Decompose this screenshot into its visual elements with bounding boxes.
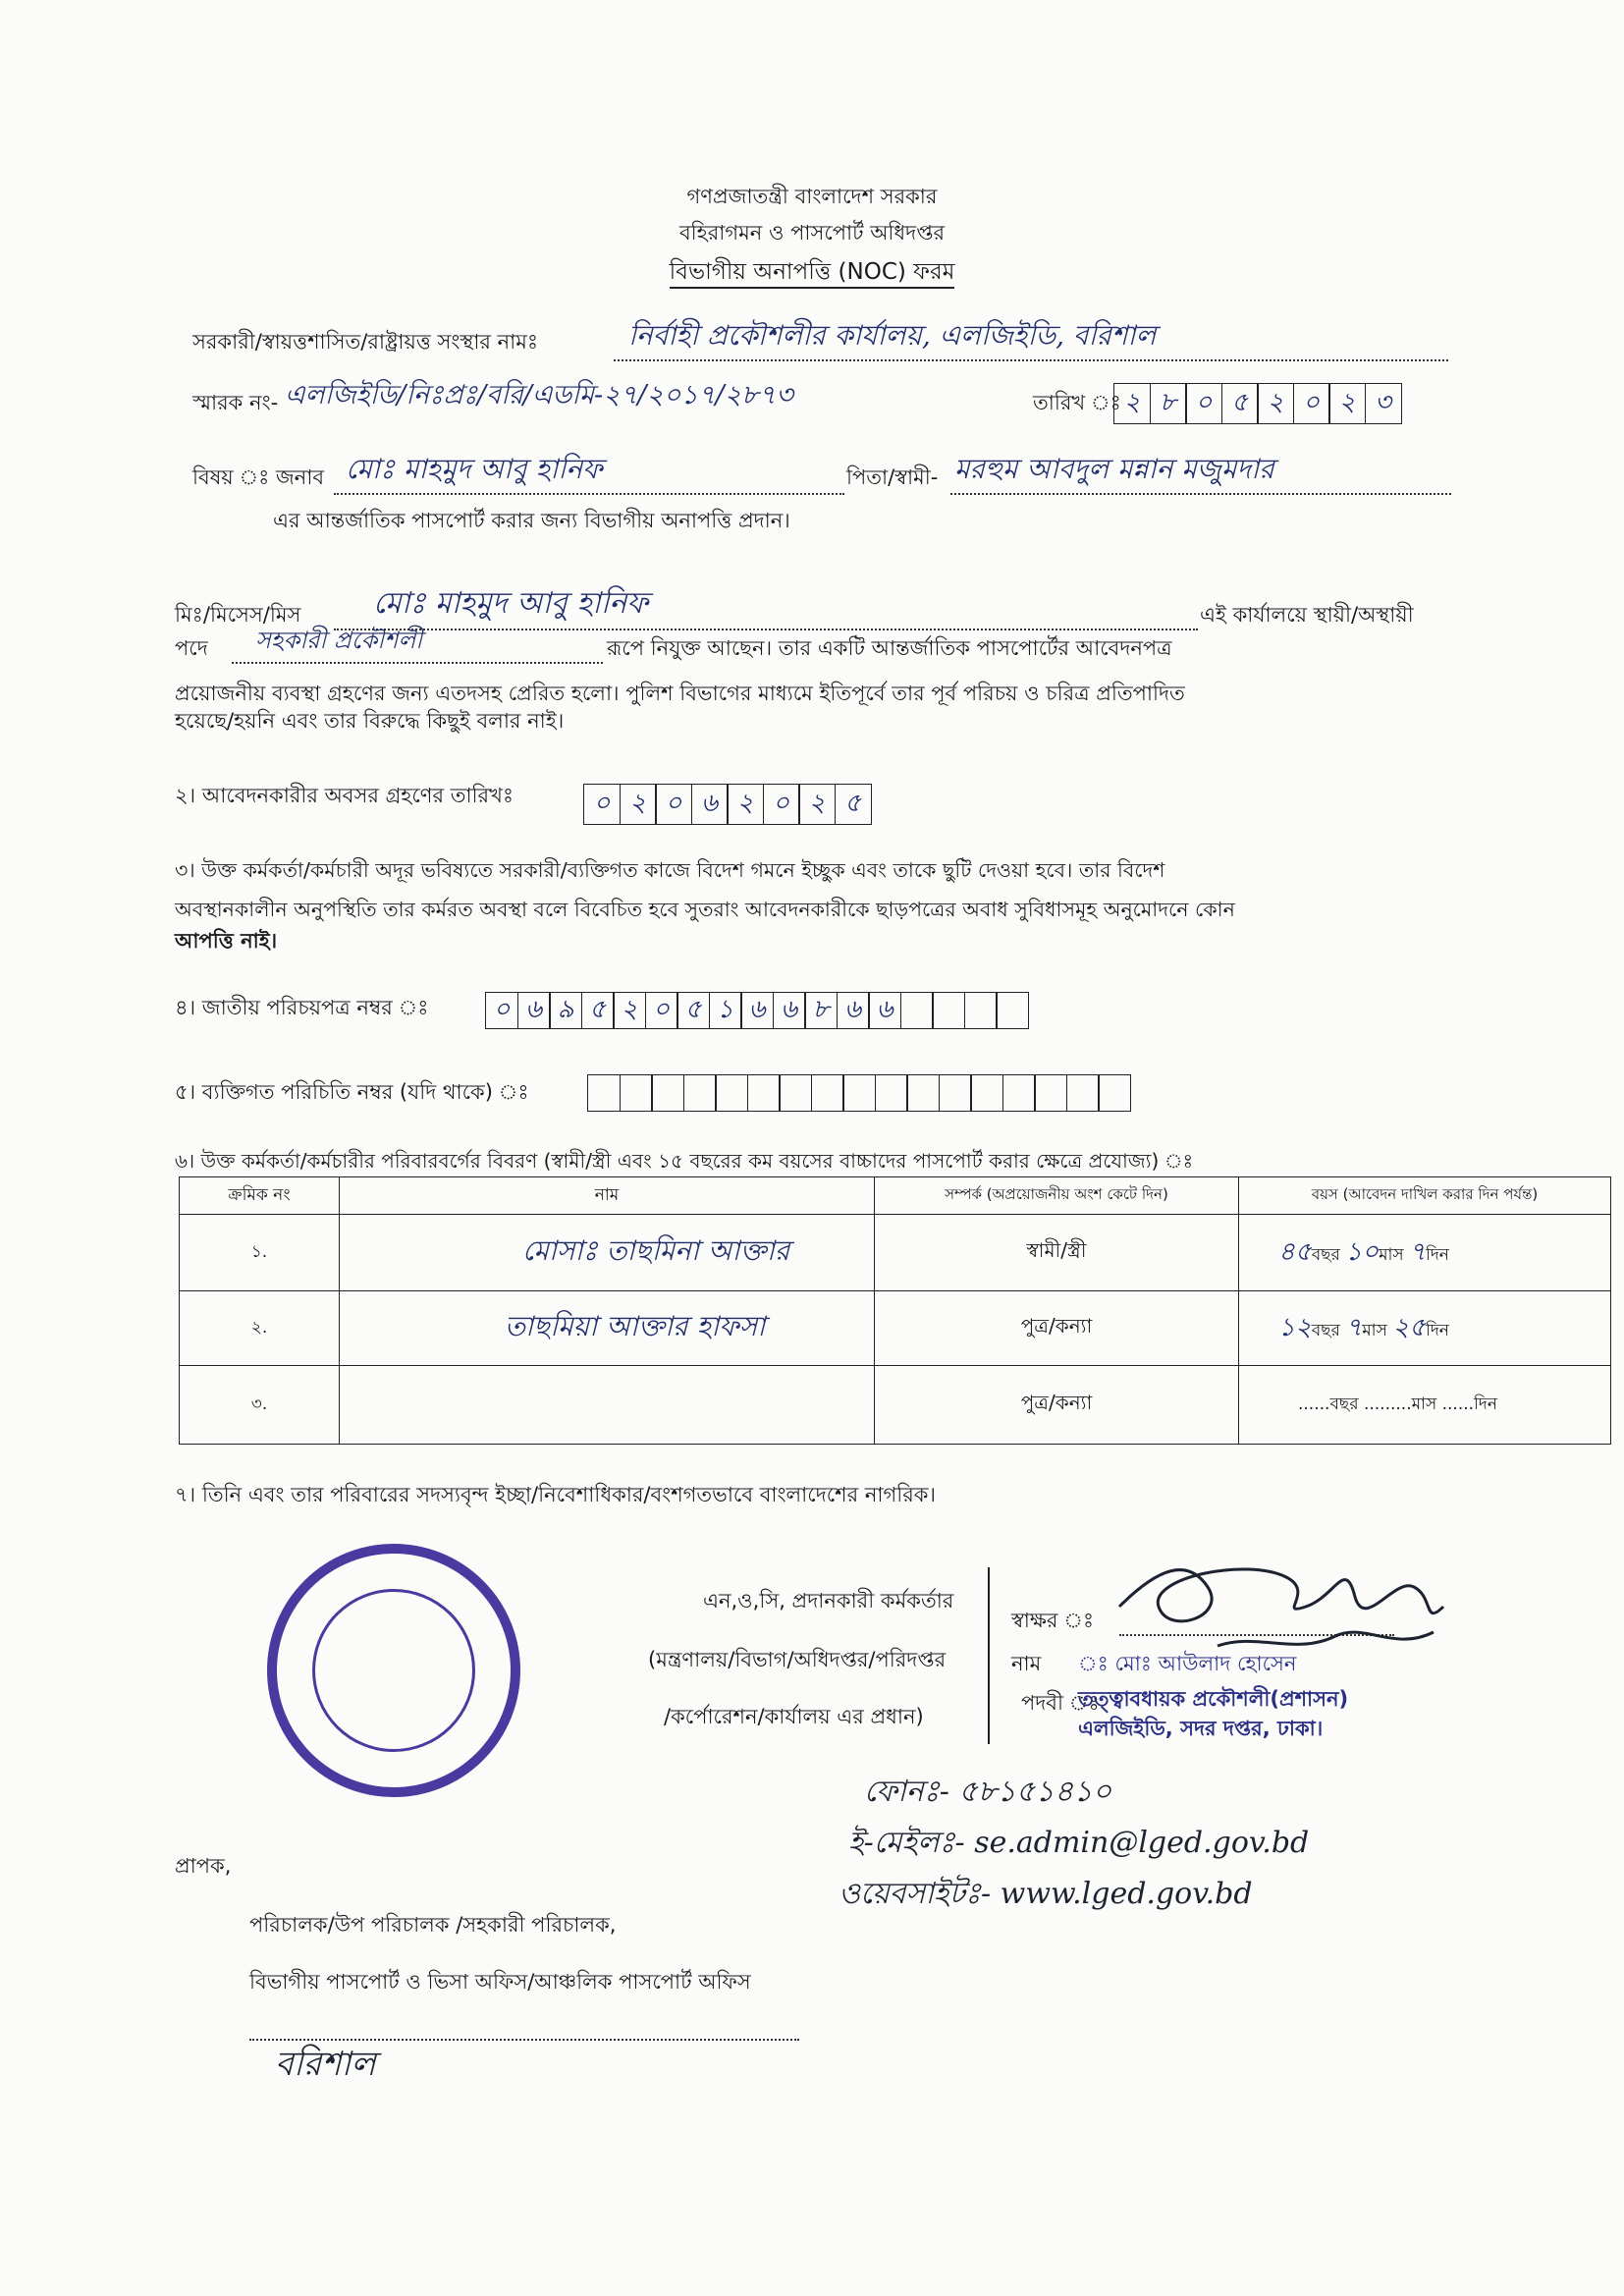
memo-date-boxes[interactable] — [1113, 383, 1400, 424]
day-word: দিন — [1474, 1394, 1498, 1414]
digit-box — [1066, 1074, 1100, 1112]
header-line-1: গণপ্রজাতন্ত্রী বাংলাদেশ সরকার — [686, 185, 938, 208]
digit-box: ৫ — [677, 992, 710, 1029]
digit-box: ৬ — [868, 992, 901, 1029]
digit-box: ২ — [613, 992, 646, 1029]
digit-box — [875, 1074, 908, 1112]
family-table — [179, 1176, 1611, 1445]
digit-box — [842, 1074, 876, 1112]
org-label: সরকারী/স্বায়ত্তশাসিত/রাষ্ট্রায়ত্ত সংস্থার নামঃ — [192, 330, 539, 354]
post-label: পদে — [175, 636, 208, 660]
row-age[interactable] — [1239, 1215, 1611, 1291]
row-relation: স্বামী/স্ত্রী — [875, 1215, 1239, 1291]
item3-line-1: ৩। উক্ত কর্মকর্তা/কর্মচারী অদূর ভবিষ্যতে সরকারী/ব্যক্তিগত কাজে বিদেশ গমনে ইচ্ছুক এবং তাকে ছুটি দেওয়া হবে। তার বিদেশ — [175, 858, 1165, 882]
digit-box: ০ — [763, 784, 800, 825]
digit-box: ০ — [1293, 383, 1330, 424]
digit-box: ৬ — [740, 992, 774, 1029]
body-line-2: রূপে নিযুক্ত আছেন। তার একটি আন্তর্জাতিক পাসপোর্টের আবেদনপত্র — [607, 636, 1172, 660]
issuer-divider — [988, 1567, 990, 1744]
year-word: বছর — [1311, 1244, 1340, 1265]
digit-box — [587, 1074, 621, 1112]
digit-box — [996, 992, 1029, 1029]
age-day: ...... — [1441, 1394, 1475, 1414]
digit-box — [779, 1074, 812, 1112]
digit-box: ০ — [583, 784, 621, 825]
digit-box: ৫ — [581, 992, 615, 1029]
salutation: মিঃ/মিসেস/মিস — [175, 603, 301, 627]
digit-box — [1002, 1074, 1036, 1112]
digit-box — [900, 992, 934, 1029]
subject-line-2: এর আন্তর্জাতিক পাসপোর্ট করার জন্য বিভাগীয় অনাপত্তি প্রদান। — [273, 509, 790, 532]
digit-box: ৮ — [1150, 383, 1187, 424]
item2-label: ২। আবেদনকারীর অবসর গ্রহণের তারিখঃ — [175, 784, 514, 807]
digit-box: ০ — [645, 992, 678, 1029]
contact-website: ওয়েবসাইটঃ- www.lged.gov.bd — [839, 1877, 1253, 1911]
digit-box: ২ — [620, 784, 657, 825]
digit-box — [1098, 1074, 1131, 1112]
col-relation: সম্পর্ক (অপ্রয়োজনীয় অংশ কেটে দিন) — [875, 1177, 1239, 1215]
item6-label: ৬। উক্ত কর্মকর্তা/কর্মচারীর পরিবারবর্গের বিবরণ (স্বামী/স্ত্রী এবং ১৫ বছরের কম বয়সের বাচ্চাদের পাসপোর্ট করার ক্ষেত্রে প্রযোজ্য) ঃ — [175, 1149, 1194, 1173]
table-row — [180, 1291, 1611, 1366]
memo-label: স্মারক নং- — [192, 391, 279, 414]
issuer-line-1: এন,ও,সি, প্রদানকারী কর্মকর্তার — [703, 1589, 954, 1613]
row-serial: ২. — [180, 1291, 340, 1366]
col-serial: ক্রমিক নং — [180, 1177, 340, 1215]
issuer-post: তত্ত্বাবধায়ক প্রকৌশলী(প্রশাসন) — [1078, 1687, 1349, 1711]
digit-box — [683, 1074, 717, 1112]
post-value[interactable]: সহকারী প্রকৌশলী — [255, 627, 423, 654]
digit-box: ২ — [727, 784, 764, 825]
digit-box: ০ — [655, 784, 692, 825]
row-age[interactable] — [1239, 1366, 1611, 1445]
digit-box: ২ — [798, 784, 836, 825]
digit-box: ৫ — [1221, 383, 1259, 424]
row-name[interactable]: মোসাঃ তাছমিনা আক্তার — [340, 1215, 875, 1291]
issuer-office: এলজিইডি, সদর দপ্তর, ঢাকা। — [1078, 1717, 1324, 1740]
header-line-2: বহিরাগমন ও পাসপোর্ট অধিদপ্তর — [678, 221, 946, 245]
subject-label: বিষয় ঃ জনাব — [192, 465, 325, 489]
col-name: নাম — [340, 1177, 875, 1215]
digit-box: ৯ — [549, 992, 582, 1029]
memo-value[interactable]: এলজিইডি/নিঃপ্রঃ/বরি/এডমি-২৭/২০১৭/২৮৭৩ — [285, 380, 793, 410]
age-month: ৭ — [1345, 1312, 1363, 1342]
age-year: ...... — [1298, 1394, 1330, 1414]
retirement-date-boxes[interactable] — [583, 784, 870, 825]
digit-box — [811, 1074, 844, 1112]
digit-box — [939, 1074, 972, 1112]
digit-box: ৬ — [773, 992, 806, 1029]
col-age: বয়স (আবেদন দাখিল করার দিন পর্যন্ত) — [1239, 1177, 1611, 1215]
row-relation: পুত্র/কন্যা — [875, 1291, 1239, 1366]
age-month: ......... — [1363, 1394, 1412, 1414]
name-label: নাম — [1011, 1652, 1042, 1675]
day-word: দিন — [1425, 1244, 1449, 1265]
post-label-issuer: পদবী ঃ — [1021, 1691, 1100, 1715]
personal-id-boxes[interactable] — [587, 1074, 1130, 1112]
digit-box — [970, 1074, 1003, 1112]
item3-line-2: অবস্থানকালীন অনুপস্থিতি তার কর্মরত অবস্থা বলে বিবেচিত হবে সুতরাং আবেদনকারীকে ছাড়পত্রের অবাধ সুবিধাসমূহ অনুমোদনে কোন — [175, 898, 1235, 921]
digit-box: ৮ — [804, 992, 838, 1029]
digit-box — [620, 1074, 653, 1112]
year-word: বছর — [1311, 1320, 1340, 1340]
table-row — [180, 1366, 1611, 1445]
age-day: ২৫ — [1392, 1312, 1427, 1342]
employee-name[interactable]: মোঃ মাহমুদ আবু হানিফ — [373, 586, 649, 621]
age-month: ১০ — [1345, 1236, 1380, 1267]
digit-box: ০ — [485, 992, 518, 1029]
father-name[interactable]: মরহুম আবদুল মন্নান মজুমদার — [954, 453, 1274, 485]
item5-label: ৫। ব্যক্তিগত পরিচিতি নম্বর (যদি থাকে) ঃ — [175, 1080, 529, 1104]
office-seal-stamp — [267, 1544, 520, 1797]
nid-number-boxes[interactable] — [485, 992, 1028, 1029]
digit-box: ২ — [1257, 383, 1294, 424]
father-label: পিতা/স্বামী- — [846, 465, 939, 489]
digit-box — [715, 1074, 748, 1112]
digit-box: ২ — [1113, 383, 1151, 424]
row-serial: ১. — [180, 1215, 340, 1291]
recipient-line-1: পরিচালক/উপ পরিচালক /সহকারী পরিচালক, — [249, 1913, 617, 1937]
month-word: মাস — [1411, 1394, 1437, 1414]
recipient-line-2: বিভাগীয় পাসপোর্ট ও ভিসা অফিস/আঞ্চলিক পাসপোর্ট অফিস — [249, 1970, 751, 1994]
office-text: এই কার্যালয়ে স্থায়ী/অস্থায়ী — [1200, 603, 1414, 627]
issuer-line-2: (মন্ত্রণালয়/বিভাগ/অধিদপ্তর/পরিদপ্তর — [648, 1648, 947, 1671]
row-age[interactable] — [1239, 1291, 1611, 1366]
digit-box — [1034, 1074, 1067, 1112]
issuer-name: ঃ মোঃ আউলাদ হোসেন — [1078, 1652, 1297, 1675]
digit-box: ৬ — [691, 784, 729, 825]
recipient-place: বরিশাল — [275, 2045, 376, 2084]
digit-box — [651, 1074, 684, 1112]
digit-box: ০ — [1185, 383, 1222, 424]
signature-label: স্বাক্ষর ঃ — [1011, 1609, 1095, 1632]
body-line-4: হয়েছে/হয়নি এবং তার বিরুদ্ধে কিছুই বলার নাই। — [175, 709, 565, 733]
row-serial: ৩. — [180, 1366, 340, 1445]
digit-box: ৬ — [837, 992, 870, 1029]
row-name[interactable]: তাছমিয়া আক্তার হাফসা — [340, 1291, 875, 1366]
issuer-line-3: /কর্পোরেশন/কার্যালয় এর প্রধান) — [664, 1705, 924, 1728]
digit-box — [932, 992, 965, 1029]
age-year: ৪৫ — [1278, 1236, 1312, 1267]
year-word: বছর — [1329, 1394, 1359, 1414]
age-year: ১২ — [1278, 1312, 1312, 1342]
digit-box: ৩ — [1365, 383, 1402, 424]
row-name[interactable] — [340, 1366, 875, 1445]
digit-box — [906, 1074, 940, 1112]
contact-phone: ফোনঃ- ৫৮১৫১৪১০ — [864, 1775, 1112, 1809]
digit-box: ১ — [709, 992, 742, 1029]
body-line-3: প্রয়োজনীয় ব্যবস্থা গ্রহণের জন্য এতদসহ প্রেরিত হলো। পুলিশ বিভাগের মাধ্যমে ইতিপূর্বে তার পূর্ব পরিচয় ও চরিত্র প্রতিপাদিত — [175, 682, 1185, 705]
age-day: ৭ — [1409, 1236, 1426, 1267]
digit-box: ২ — [1328, 383, 1366, 424]
form-title: বিভাগীয় অনাপত্তি (NOC) ফরম — [670, 259, 955, 289]
item4-label: ৪। জাতীয় পরিচয়পত্র নম্বর ঃ — [175, 996, 429, 1019]
digit-box: ৬ — [517, 992, 551, 1029]
month-word: মাস — [1379, 1244, 1404, 1265]
item7-text: ৭। তিনি এবং তার পরিবারের সদস্যবৃন্দ ইচ্ছা/নিবেশাধিকার/বংশগতভাবে বাংলাদেশের নাগরিক। — [175, 1483, 936, 1506]
recipient-label: প্রাপক, — [175, 1854, 232, 1878]
digit-box: ৫ — [835, 784, 872, 825]
contact-email: ই-মেইলঃ- se.admin@lged.gov.bd — [848, 1826, 1310, 1860]
subject-name[interactable]: মোঃ মাহমুদ আবু হানিফ — [346, 453, 603, 485]
digit-box — [747, 1074, 781, 1112]
item3-line-3: আপত্তি নাই। — [175, 929, 278, 953]
table-row — [180, 1215, 1611, 1291]
month-word: মাস — [1362, 1320, 1387, 1340]
day-word: দিন — [1426, 1320, 1449, 1340]
digit-box — [964, 992, 998, 1029]
date-label: তারিখ ঃ — [1033, 391, 1121, 414]
org-value[interactable]: নির্বাহী প্রকৌশলীর কার্যালয়, এলজিইডি, বরিশাল — [628, 319, 1157, 352]
row-relation: পুত্র/কন্যা — [875, 1366, 1239, 1445]
